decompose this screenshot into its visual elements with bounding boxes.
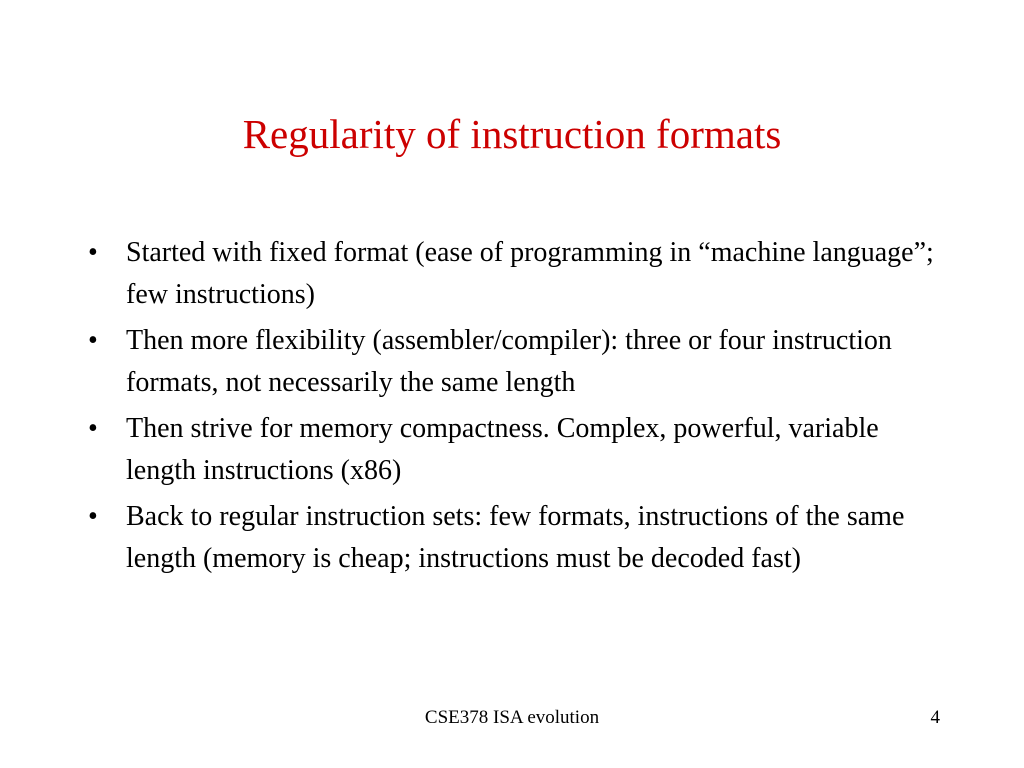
bullet-item bbox=[88, 232, 948, 316]
bullet-text: Then more flexibility (assembler/compiler): three or four instruction formats, not necessarily the same length bbox=[126, 325, 892, 398]
bullet-icon: • bbox=[88, 413, 98, 444]
bullet-text: Then strive for memory compactness. Complex, powerful, variable length instructions (x86) bbox=[126, 413, 879, 486]
bullet-text: Started with fixed format (ease of programming in “machine language”; few instructions) bbox=[126, 237, 934, 310]
bullet-item bbox=[88, 496, 948, 580]
bullet-text: Back to regular instruction sets: few formats, instructions of the same length (memory is cheap; instructions must be decoded fast) bbox=[126, 501, 905, 574]
page-number: 4 bbox=[930, 707, 940, 728]
bullet-icon: • bbox=[88, 501, 98, 532]
slide-title: Regularity of instruction formats bbox=[242, 111, 782, 157]
footer-text: CSE378 ISA evolution bbox=[424, 707, 600, 728]
bullet-icon: • bbox=[88, 325, 98, 356]
bullet-list bbox=[88, 232, 948, 584]
bullet-item bbox=[88, 408, 948, 492]
bullet-item bbox=[88, 320, 948, 404]
bullet-icon: • bbox=[88, 237, 98, 268]
